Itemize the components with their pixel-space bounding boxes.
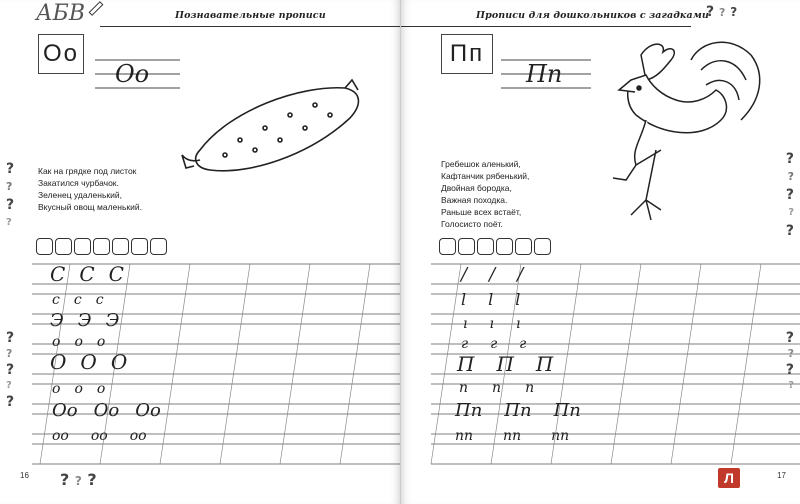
question-marks-right-2: ? ? ? ?: [785, 330, 794, 391]
copy-letter: /: [517, 264, 524, 285]
copy-row: [459, 380, 534, 396]
copy-letter: г: [519, 336, 527, 352]
copy-letter: ı: [515, 316, 521, 332]
riddle-line: Двойная бородка,: [441, 183, 512, 193]
left-header: Познавательные прописи: [175, 10, 326, 21]
question-marks-bottom: ? ? ?: [60, 470, 97, 489]
answer-cell[interactable]: [55, 238, 72, 255]
right-page: [401, 0, 800, 504]
copy-letter: /: [489, 264, 496, 285]
copy-letter: п: [459, 380, 469, 396]
question-marks-top: ? ? ?: [706, 4, 738, 20]
copy-letter: с: [52, 292, 60, 308]
copy-letter: Пп: [553, 400, 581, 421]
copy-row: [457, 352, 553, 376]
copy-letter: Оо: [93, 400, 120, 421]
question-marks-left: ? ? ? ?: [6, 161, 15, 228]
riddle-line: Как на грядке под листок: [38, 166, 137, 176]
copy-letter: ı: [463, 316, 468, 332]
answer-cell[interactable]: [515, 238, 532, 255]
copy-letter: ı: [489, 316, 494, 332]
riddle-line: Голосисто поёт.: [441, 219, 503, 229]
copy-letter: пп: [503, 428, 522, 444]
copy-letter: /: [461, 264, 468, 285]
copy-letter: о: [52, 381, 61, 397]
answer-cell[interactable]: [534, 238, 551, 255]
right-header: Прописи для дошкольников с загадками: [476, 10, 709, 21]
copy-letter: о: [74, 334, 83, 350]
copy-letter: г: [490, 336, 498, 352]
copy-letter: о: [74, 381, 83, 397]
answer-cell[interactable]: [439, 238, 456, 255]
riddle-line: Раньше всех встаёт,: [441, 207, 522, 217]
copy-letter: оо: [52, 428, 69, 444]
print-letter-box: Пп: [441, 34, 493, 74]
riddle-line: Гребешок аленький,: [441, 159, 521, 169]
copy-letter: С: [79, 262, 95, 286]
copy-letter: О: [80, 350, 97, 374]
riddle-line: Закатился чурбачок.: [38, 178, 119, 188]
copy-row: [50, 262, 124, 286]
copy-letter: Э: [50, 310, 64, 331]
copy-letter: Пп: [504, 400, 532, 421]
copy-row: [50, 310, 119, 331]
copy-row: [455, 400, 581, 421]
copy-letter: l: [488, 290, 494, 309]
riddle-line: Кафтанчик рябенький,: [441, 171, 530, 181]
copy-row: [52, 400, 161, 421]
answer-cell[interactable]: [477, 238, 494, 255]
left-riddle: [38, 165, 142, 213]
copy-letter: п: [492, 380, 502, 396]
copy-row: [52, 381, 105, 397]
copy-letter: Э: [105, 310, 120, 331]
right-riddle: [441, 158, 529, 230]
answer-cell[interactable]: [458, 238, 475, 255]
page-number: 17: [777, 471, 786, 480]
answer-cell[interactable]: [74, 238, 91, 255]
answer-cell[interactable]: [93, 238, 110, 255]
copy-letter: г: [461, 336, 469, 352]
copy-letter: С: [50, 262, 66, 286]
question-marks-left-2: ? ? ? ? ?: [6, 330, 15, 410]
answer-cell[interactable]: [112, 238, 129, 255]
copy-letter: С: [108, 262, 124, 286]
copy-letter: l: [515, 290, 521, 309]
copy-letter: с: [73, 292, 82, 308]
rooster-illustration: [613, 42, 760, 220]
copy-row: [461, 290, 520, 309]
copy-row: [461, 264, 523, 285]
answer-cell[interactable]: [36, 238, 53, 255]
copy-letter: Оо: [52, 400, 78, 421]
print-letter-box: Оо: [38, 34, 84, 74]
copy-row: [50, 350, 127, 374]
cursive-letter: Оо: [115, 60, 150, 88]
copy-letter: оо: [129, 428, 147, 444]
cursive-letter: Пп: [526, 60, 563, 88]
copy-letter: О: [110, 350, 128, 374]
copy-letter: о: [52, 334, 61, 350]
answer-cell[interactable]: [131, 238, 148, 255]
answer-cells: [439, 238, 551, 255]
answer-cell[interactable]: [150, 238, 167, 255]
copy-row: [463, 316, 520, 332]
copy-letter: О: [50, 350, 67, 374]
riddle-line: Вкусный овощ маленький.: [38, 202, 142, 212]
copy-letter: оо: [90, 428, 108, 444]
riddle-line: Зеленец удаленький,: [38, 190, 122, 200]
copy-letter: l: [461, 290, 467, 309]
copy-row: [52, 292, 104, 308]
copy-letter: с: [95, 292, 104, 308]
copy-letter: о: [96, 381, 106, 397]
copy-row: [52, 334, 105, 350]
publisher-logo: Л: [718, 468, 740, 488]
answer-cell[interactable]: [496, 238, 513, 255]
copy-letter: п: [525, 380, 535, 396]
logo: АБВ: [36, 1, 85, 26]
copy-row: [455, 428, 569, 444]
answer-cells: [36, 238, 167, 255]
riddle-line: Важная походка.: [441, 195, 508, 205]
copy-row: [52, 428, 147, 444]
cucumber-illustration: [182, 80, 358, 171]
question-marks-right: ? ? ? ? ?: [785, 151, 794, 239]
copy-letter: П: [457, 352, 475, 376]
copy-letter: о: [96, 334, 106, 350]
copy-letter: П: [535, 352, 554, 376]
copy-row: [461, 336, 526, 352]
copy-letter: Пп: [455, 400, 483, 421]
copy-letter: Оо: [135, 400, 161, 421]
copy-letter: Э: [77, 310, 92, 331]
copy-letter: пп: [455, 428, 474, 444]
copy-letter: П: [496, 352, 514, 376]
copy-letter: пп: [551, 428, 570, 444]
page-number: 16: [20, 471, 29, 480]
